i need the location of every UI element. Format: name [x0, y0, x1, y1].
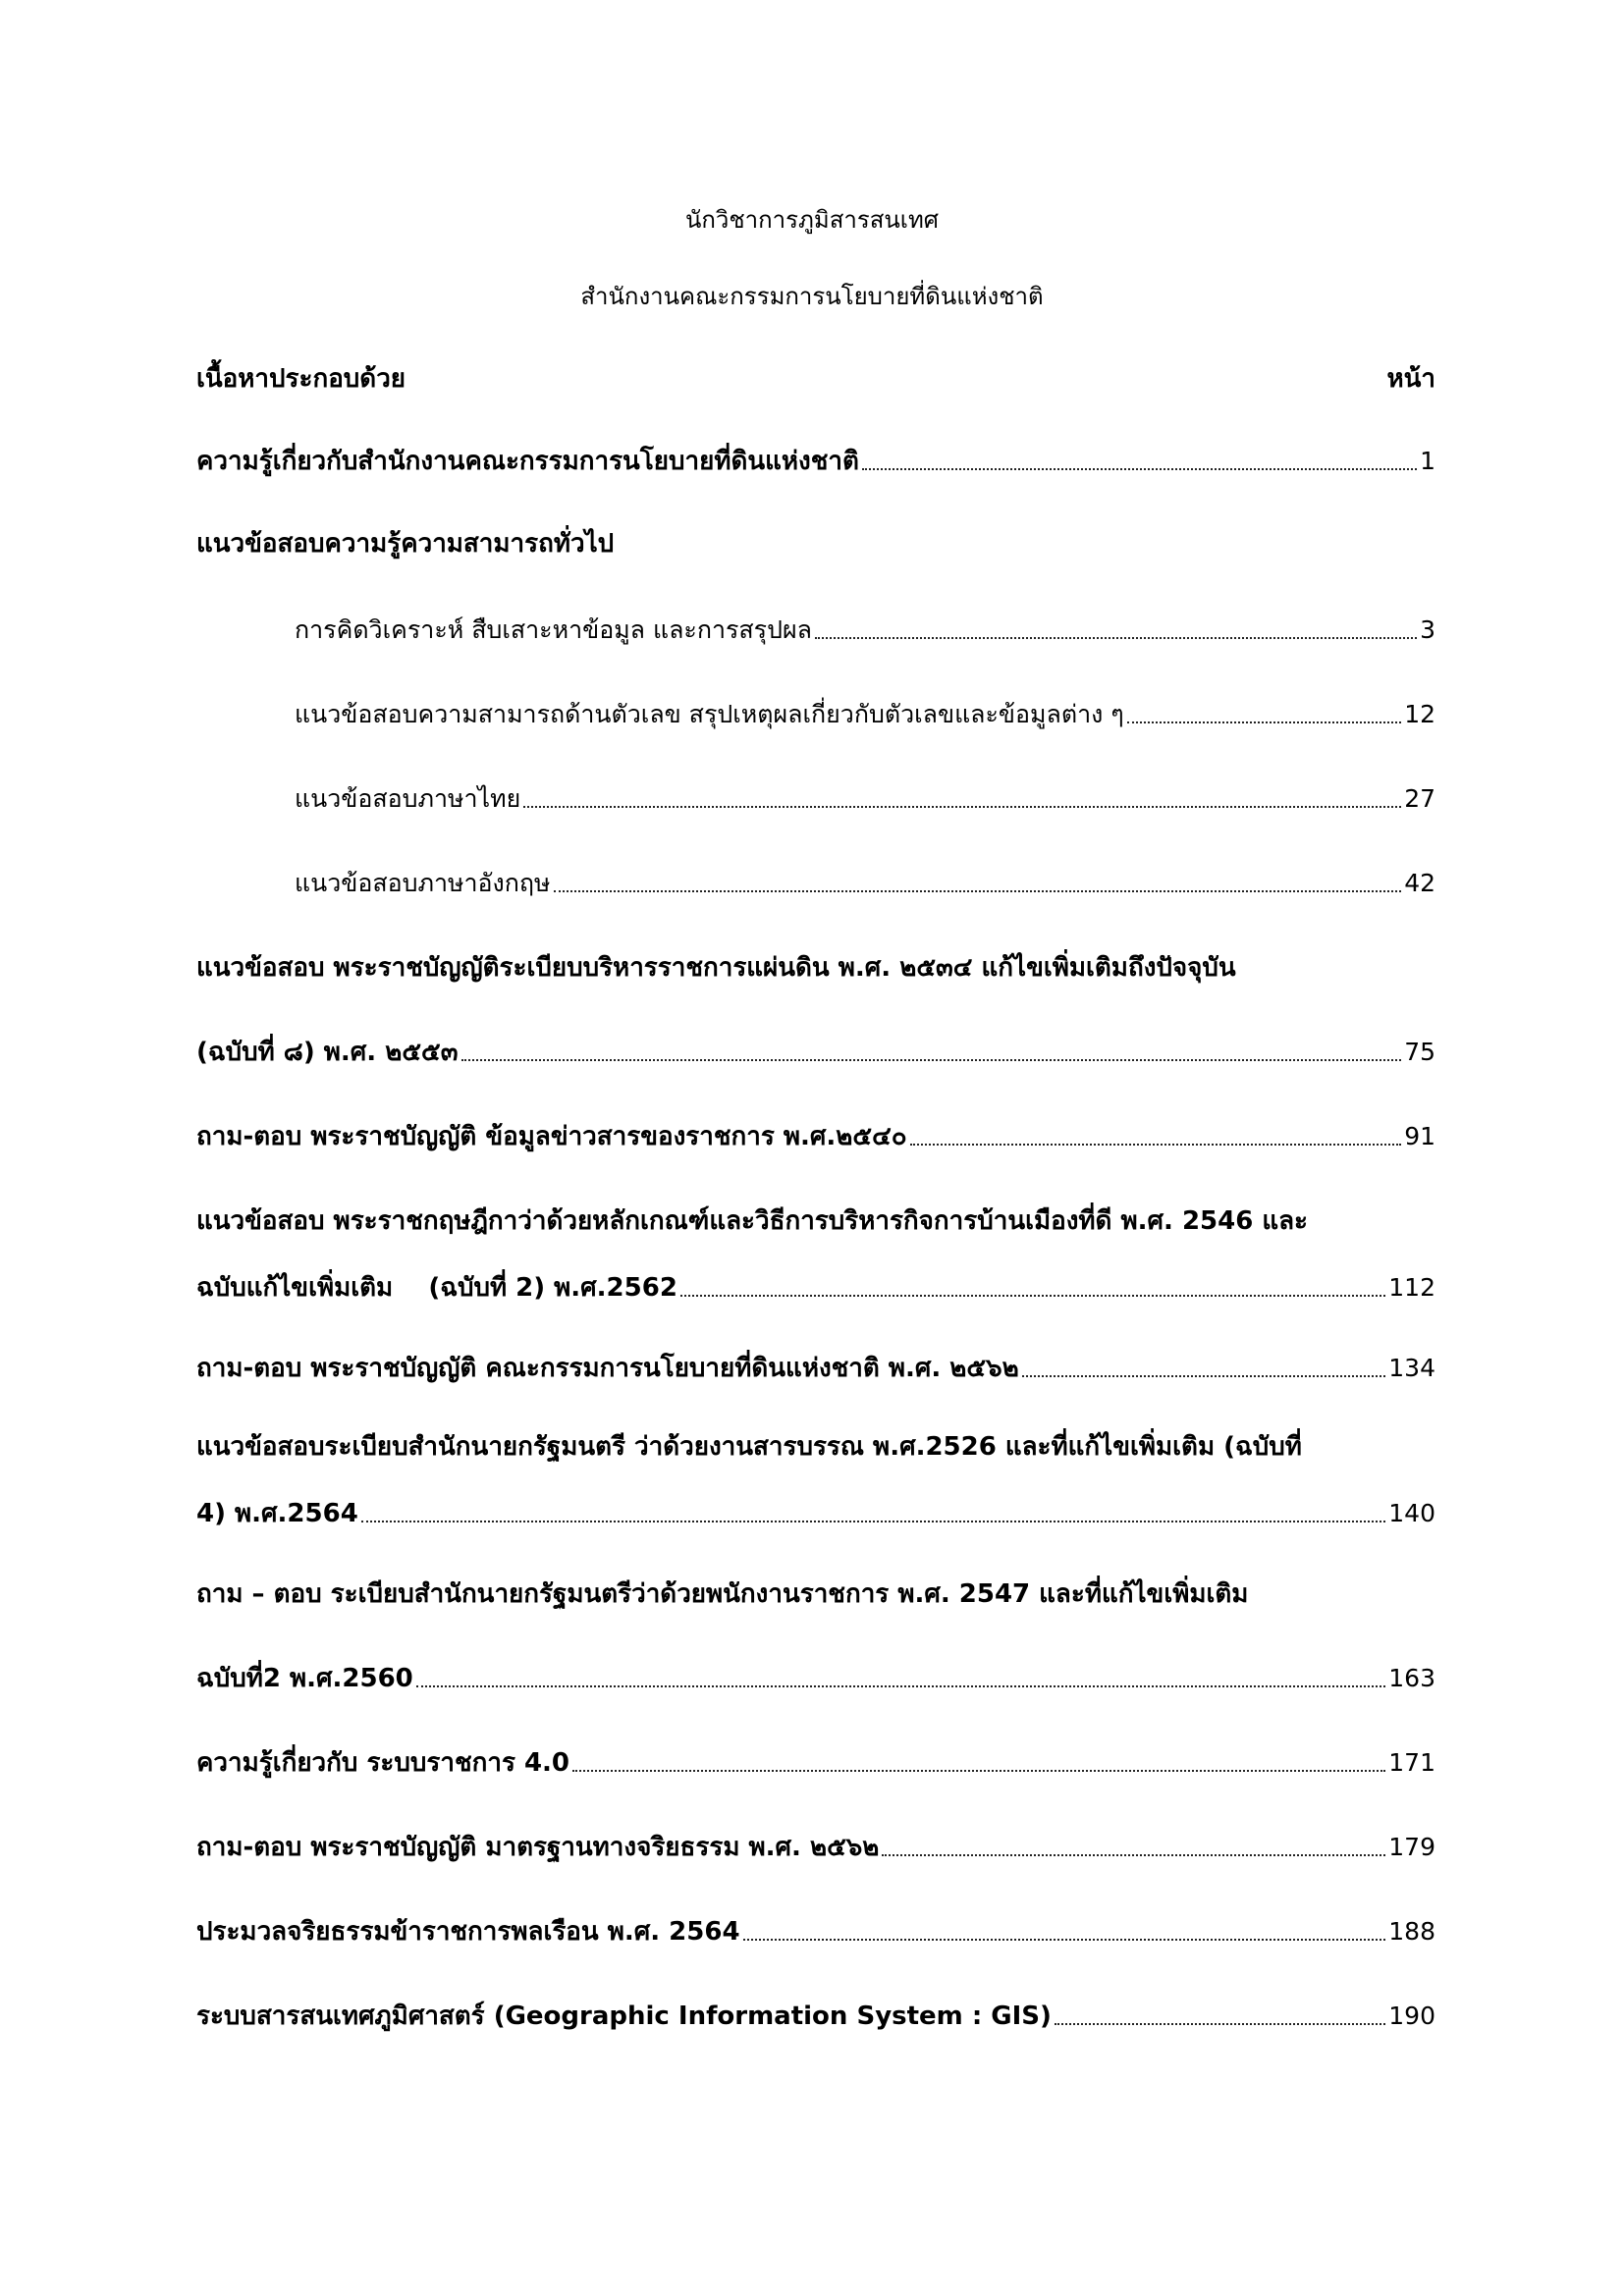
toc-heading-label: เนื้อหาประกอบด้วย — [196, 364, 406, 394]
toc-entry-page: 42 — [1404, 869, 1435, 897]
toc-entry-page: 12 — [1404, 700, 1435, 728]
dot-leader — [554, 890, 1402, 892]
toc-subentry — [295, 697, 1435, 732]
toc-entry-line: แนวข้อสอบ พระราชบัญญัติระเบียบบริหารราชการแผ่นดิน พ.ศ. ๒๕๓๔ แก้ไขเพิ่มเติมถึงปัจจุบัน — [196, 953, 1236, 983]
dot-leader — [572, 1770, 1385, 1772]
dot-leader — [361, 1521, 1385, 1522]
dot-leader — [910, 1144, 1402, 1146]
toc-entry — [196, 1999, 1435, 2034]
toc-entry-text: ประมวลจริยธรรมข้าราชการพลเรือน พ.ศ. 2564 — [196, 1917, 740, 1947]
toc-entry-text: (ฉบับที่ ๘) พ.ศ. ๒๕๕๓ — [196, 1038, 459, 1067]
toc-entry-page: 112 — [1388, 1273, 1435, 1302]
toc-entry-text: แนวข้อสอบความสามารถด้านตัวเลข สรุปเหตุผลเกี่ยวกับตัวเลขและข้อมูลต่าง ๆ — [295, 700, 1124, 728]
toc-entry-text: ถาม-ตอบ พระราชบัญญัติ มาตรฐานทางจริยธรรม พ.ศ. ๒๕๖๒ — [196, 1833, 880, 1862]
dot-leader — [416, 1685, 1386, 1687]
toc-entry-text: ถาม-ตอบ พระราชบัญญัติ ข้อมูลข่าวสารของราชการ พ.ศ.๒๕๔๐ — [196, 1122, 907, 1151]
toc-heading — [196, 361, 1435, 397]
toc-entry — [196, 1119, 1435, 1154]
toc-entry — [196, 1035, 1435, 1070]
toc-entry-page: 3 — [1420, 615, 1435, 644]
toc-entry-page: 171 — [1388, 1748, 1435, 1777]
dot-leader — [680, 1295, 1385, 1297]
toc-entry-page: 91 — [1404, 1122, 1435, 1150]
toc-entry-page: 140 — [1388, 1499, 1435, 1527]
toc-entry-text: ถาม-ตอบ พระราชบัญญัติ คณะกรรมการนโยบายที่ดินแห่งชาติ พ.ศ. ๒๕๖๒ — [196, 1354, 1019, 1383]
toc-entry-line: ถาม – ตอบ ระเบียบสำนักนายกรัฐมนตรีว่าด้วยพนักงานราชการ พ.ศ. 2547 และที่แก้ไขเพิ่มเติม — [196, 1579, 1249, 1609]
dot-leader — [882, 1854, 1385, 1856]
toc-entry-text: ความรู้เกี่ยวกับ ระบบราชการ 4.0 — [196, 1748, 570, 1778]
dot-leader — [461, 1059, 1402, 1061]
header-title: นักวิชาการภูมิสารสนเทศ — [684, 206, 940, 234]
toc-entry-page: 188 — [1388, 1917, 1435, 1946]
header-subtitle: สำนักงานคณะกรรมการนโยบายที่ดินแห่งชาติ — [580, 283, 1044, 310]
toc-entry-line: แนวข้อสอบระเบียบสำนักนายกรัฐมนตรี ว่าด้วยงานสารบรรณ พ.ศ.2526 และที่แก้ไขเพิ่มเติม (ฉบับที่ — [196, 1432, 1302, 1462]
toc-entry-text: ฉบับที่2 พ.ศ.2560 — [196, 1664, 413, 1693]
toc-entry-page: 163 — [1388, 1664, 1435, 1692]
toc-entry-line: แนวข้อสอบ พระราชกฤษฎีกาว่าด้วยหลักเกณฑ์และวิธีการบริหารกิจการบ้านเมืองที่ดี พ.ศ. 2546 และ — [196, 1206, 1309, 1236]
toc-subentry — [295, 613, 1435, 648]
dot-leader — [523, 806, 1401, 808]
toc-subentry — [295, 866, 1435, 901]
toc-entry-text: ความรู้เกี่ยวกับสำนักงานคณะกรรมการนโยบายที่ดินแห่งชาติ — [196, 447, 859, 476]
toc-entry-page: 27 — [1404, 784, 1435, 813]
toc-entry-text: 4) พ.ศ.2564 — [196, 1499, 358, 1528]
toc-entry-page: 179 — [1388, 1833, 1435, 1861]
toc-entry — [196, 1351, 1435, 1386]
toc-entry-page: 190 — [1388, 2002, 1435, 2030]
toc-entry — [196, 1661, 1435, 1696]
toc-entry-page: 134 — [1388, 1354, 1435, 1382]
toc-entry — [196, 1914, 1435, 1949]
toc-entry-text: การคิดวิเคราะห์ สืบเสาะหาข้อมูล และการสรุปผล — [295, 615, 812, 644]
toc-page-label: หน้า — [1386, 364, 1435, 394]
toc-entry — [196, 444, 1435, 479]
toc-entry-text: ระบบสารสนเทศภูมิศาสตร์ (Geographic Information System : GIS) — [196, 2002, 1052, 2031]
toc-entry-page: 75 — [1404, 1038, 1435, 1066]
dot-leader — [1127, 721, 1401, 723]
dot-leader — [743, 1939, 1386, 1941]
toc-entry — [196, 1745, 1435, 1781]
toc-entry-text: แนวข้อสอบภาษาไทย — [295, 784, 521, 813]
dot-leader — [815, 637, 1417, 639]
toc-entry-text: ฉบับแก้ไขเพิ่มเติม (ฉบับที่ 2) พ.ศ.2562 — [196, 1273, 677, 1303]
dot-leader — [862, 468, 1417, 470]
dot-leader — [1055, 2023, 1385, 2025]
toc-entry — [196, 1270, 1435, 1306]
toc-entry — [196, 1830, 1435, 1865]
toc-entry — [196, 1496, 1435, 1531]
dot-leader — [1022, 1375, 1386, 1377]
toc-entry-page: 1 — [1420, 447, 1435, 475]
toc-entry-text: แนวข้อสอบภาษาอังกฤษ — [295, 869, 551, 897]
toc-section-heading: แนวข้อสอบความรู้ความสามารถทั่วไป — [196, 529, 615, 559]
toc-subentry — [295, 781, 1435, 817]
